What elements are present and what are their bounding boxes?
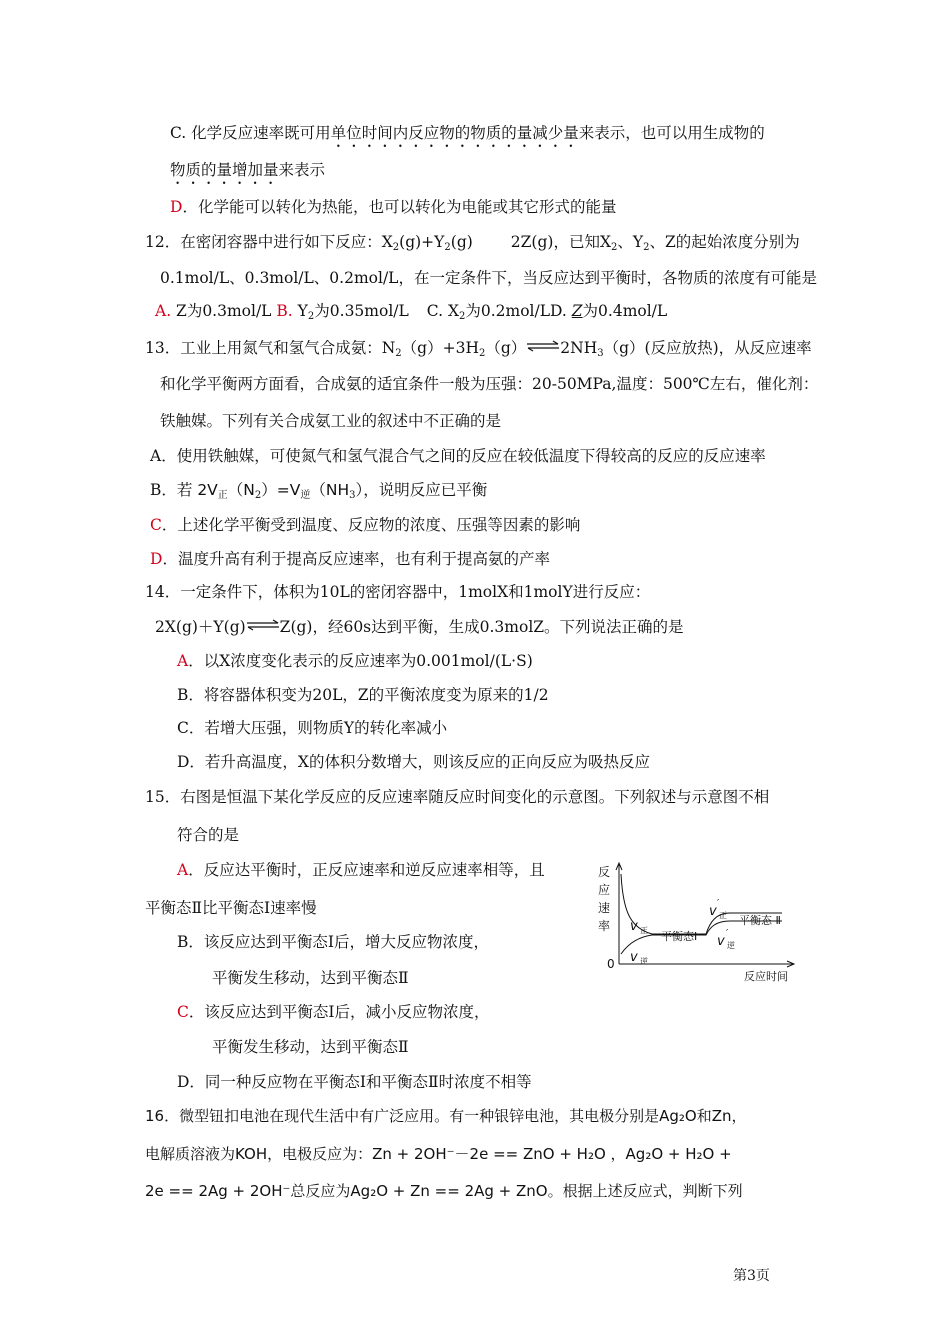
origin-label: 0 [607,957,615,971]
q13-stem-line3: 铁触媒。下列有关合成氨工业的叙述中不正确的是 [160,412,502,430]
q11-option-d: D．化学能可以转化为热能，也可以转化为电能或其它形式的能量 [170,198,617,216]
q13-option-d: D．温度升高有利于提高反应速率，也有利于提高氨的产率 [150,550,550,568]
q14-stem-line2: 2X(g)＋Y(g) Z(g)，经60s达到平衡，生成0.3molZ。下列说法正确的是 [155,618,684,636]
y-axis-label-2: 应 [598,883,611,897]
v-reverse-prime-label: v [717,934,725,949]
q12-stem-line2: 0.1mol/L、0.3mol/L、0.2mol/L，在一定条件下，当反应达到平衡时，各物质的浓度有可能是 [160,269,817,287]
q13-option-a: A．使用铁触媒，可使氮气和氢气混合气之间的反应在较低温度下得较高的反应的反应速率 [150,447,766,465]
q15-option-b-line2: 平衡发生移动，达到平衡态Ⅱ [212,969,409,987]
q11-option-c-line1: C. 化学反应速率既可用单位时间内反应物的物质的量减少量来表示，也可以用生成物的 [170,124,765,142]
y-axis-label-3: 速 [598,901,611,915]
x-axis-label: 反应时间 [744,970,788,983]
q16-stem-line1: 16．微型钮扣电池在现代生活中有广泛应用。有一种银锌电池，其电极分别是Ag₂O和Zn， [145,1107,747,1125]
q13-option-c: C．上述化学平衡受到温度、反应物的浓度、压强等因素的影响 [150,516,581,534]
q14-option-c: C．若增大压强，则物质Y的转化率减小 [177,719,448,737]
q14-option-d: D．若升高温度，X的体积分数增大，则该反应的正向反应为吸热反应 [177,753,650,771]
q14-option-a: A．以X浓度变化表示的反应速率为0.001mol/(L·S) [177,652,533,670]
v-forward-sub: 正 [640,926,648,935]
q15-option-d: D．同一种反应物在平衡态Ⅰ和平衡态Ⅱ时浓度不相等 [177,1073,532,1091]
q11-option-c-line2: 物质的量增加量来表示 [170,161,326,179]
equilibrium-arrow-icon [246,619,280,631]
q16-stem-line3: 2e == 2Ag + 2OH⁻总反应为Ag₂O + Zn == 2Ag + ZnO。根据上述反应式，判断下列 [145,1182,743,1200]
q15-option-a-line2: 平衡态Ⅱ比平衡态Ⅰ速率慢 [145,899,317,917]
q13-stem-line2: 和化学平衡两方面看，合成氨的适宜条件一般为压强：20-50MPa,温度：500℃左右，催化剂： [160,375,819,393]
q15-option-a: A．反应达平衡时，正反应速率和逆反应速率相等，且 [177,861,545,879]
q15-option-c-line2: 平衡发生移动，达到平衡态Ⅱ [212,1038,409,1056]
v-reverse-sub: 逆 [640,957,648,966]
rate-time-diagram [590,856,800,986]
equilibrium-arrow-icon [526,340,560,352]
q13-option-b: B．若 $2V_正(N_2)=V_逆(NH_3)$，说明反应已平衡 [150,481,488,501]
q15-stem-line2: 符合的是 [177,826,240,844]
q12-stem: 12．在密闭容器中进行如下反应：$X_2(g)+Y_2(g)$ 2Z(g)，已知$X_2$、$Y_2$、Z的起始浓度分别为 [145,233,800,253]
page-number: 第3页 [733,1268,770,1284]
eq2-label: 平衡态 Ⅱ [739,914,781,927]
v-reverse-prime-sub: 逆 [727,941,735,950]
y-axis-label-4: 率 [598,919,611,933]
v-forward-prime-label: v [709,904,717,919]
q15-option-c: C．该反应达到平衡态Ⅰ后，减小反应物浓度， [177,1003,490,1021]
q15-option-b: B．该反应达到平衡态Ⅰ后，增大反应物浓度， [177,933,490,951]
y-axis-label-1: 反 [598,865,611,879]
v-reverse-label: v [630,950,638,965]
v-reverse-prime-mark: ′ [726,928,729,939]
q14-option-b: B．将容器体积变为20L，Z的平衡浓度变为原来的1/2 [177,686,549,704]
v-forward-prime-sub: 正 [719,911,727,920]
q15-stem: 15．右图是恒温下某化学反应的反应速率随反应时间变化的示意图。下列叙述与示意图不相 [145,788,770,806]
q13-stem: 13．工业上用氮气和氢气合成氨：$N_2(g)+3H_2(g)$ $2NH_3(g)$(反应放热)，从反应速率 [145,339,812,359]
q12-options: A. Z为0.3mol/L B. $Y_2$为0.35mol/L C. $X_2$为0.2mol/LD. Z为0.4mol/L [155,302,668,322]
q14-stem: 14．一定条件下，体积为10L的密闭容器中，1molX和1molY进行反应： [145,583,651,601]
v-forward-label: v [630,919,638,934]
v-forward-prime-mark: ′ [717,898,720,909]
eq1-label: 平衡态Ⅰ [661,930,698,943]
q16-stem-line2: 电解质溶液为KOH，电极反应为：Zn + 2OH⁻－2e == ZnO + H₂O ，Ag₂O + H₂O + [145,1145,732,1163]
